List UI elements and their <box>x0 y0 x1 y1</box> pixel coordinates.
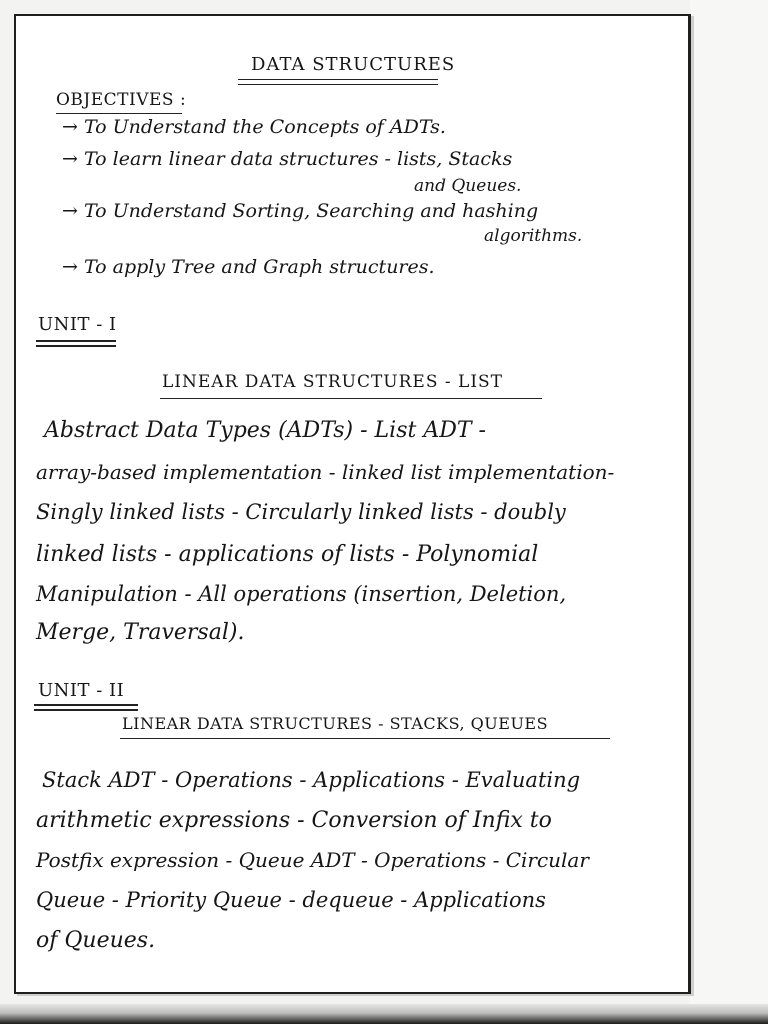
objective-item-4: → To apply Tree and Graph structures. <box>62 256 435 278</box>
page-title: DATA STRUCTURES <box>251 54 456 75</box>
page-background-edge <box>690 0 768 1004</box>
scan-shadow <box>0 1004 768 1024</box>
title-underline <box>238 79 438 80</box>
objective-item-2: → To learn linear data structures - lists, Stacks <box>62 148 513 170</box>
unit-2-line-3: Postfix expression - Queue ADT - Operations - Circular <box>36 848 589 872</box>
unit-2-line-1: Stack ADT - Operations - Applications - Evaluating <box>42 768 581 792</box>
unit-2-line-2: arithmetic expressions - Conversion of Infix to <box>36 808 552 833</box>
unit-1-underline-double <box>36 345 116 347</box>
objectives-heading: OBJECTIVES : <box>56 90 187 110</box>
objective-item-1: → To Understand the Concepts of ADTs. <box>62 116 446 138</box>
unit-2-line-4: Queue - Priority Queue - dequeue - Applications <box>36 888 546 912</box>
unit-2-underline <box>34 704 138 706</box>
unit-2-heading: LINEAR DATA STRUCTURES - STACKS, QUEUES <box>122 714 549 733</box>
unit-1-heading: LINEAR DATA STRUCTURES - LIST <box>162 372 504 392</box>
unit-1-line-2: array-based implementation - linked list implementation- <box>36 460 615 484</box>
notebook-page <box>14 14 691 994</box>
unit-1-heading-underline <box>160 398 542 399</box>
unit-1-line-1: Abstract Data Types (ADTs) - List ADT - <box>44 418 486 443</box>
unit-1-line-6: Merge, Traversal). <box>36 620 245 645</box>
unit-2-heading-underline <box>120 738 610 739</box>
unit-1-underline <box>36 340 116 342</box>
title-underline-double <box>238 84 438 85</box>
unit-2-underline-double <box>34 709 138 711</box>
unit-1-line-5: Manipulation - All operations (insertion, Deletion, <box>36 582 567 606</box>
objective-item-2-continuation: and Queues. <box>414 176 522 196</box>
unit-1-label: UNIT - I <box>38 314 117 335</box>
unit-1-line-4: linked lists - applications of lists - Polynomial <box>36 542 539 567</box>
unit-2-line-5: of Queues. <box>36 928 156 953</box>
unit-2-label: UNIT - II <box>38 680 125 701</box>
objectives-underline <box>56 113 182 114</box>
objective-item-3: → To Understand Sorting, Searching and hashing <box>62 200 539 222</box>
objective-item-3-continuation: algorithms. <box>484 226 583 246</box>
unit-1-line-3: Singly linked lists - Circularly linked lists - doubly <box>36 500 566 524</box>
